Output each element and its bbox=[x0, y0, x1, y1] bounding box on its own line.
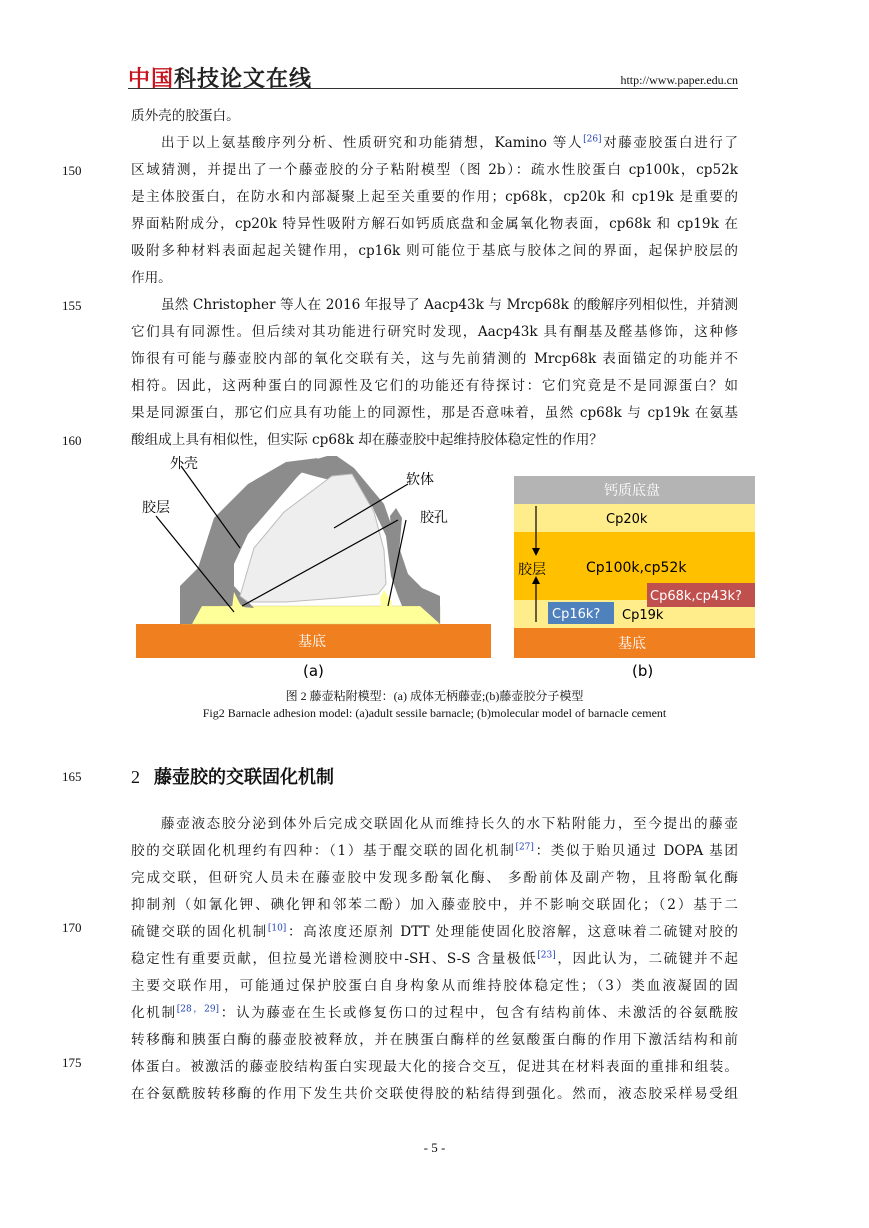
citation[interactable]: [23] bbox=[537, 950, 556, 961]
text-line: 在谷氨酰胺转移酶的作用下发生共价交联使得胶的粘结得到强化。然而，液态胶采样易受组 bbox=[131, 1086, 738, 1102]
header-url[interactable]: http://www.paper.edu.cn bbox=[620, 73, 738, 87]
line-number: 155 bbox=[62, 298, 82, 313]
text-line: 质外壳的胶蛋白。 bbox=[131, 108, 240, 124]
text-line: 稳定性有重要贡献，但拉曼光谱检测胶中-SH、S-S 含量极低[23]，因此认为，二硫键并不起 bbox=[131, 950, 739, 967]
label-soft-body: 软体 bbox=[406, 472, 434, 488]
text-line: 藤壶液态胶分泌到体外后完成交联固化从而维持长久的水下粘附能力，至今提出的藤壶 bbox=[161, 816, 738, 832]
text-line: 酸组成上具有相似性，但实际 cp68k 却在藤壶胶中起维持胶体稳定性的作用？ bbox=[131, 432, 603, 448]
citation[interactable]: [26] bbox=[583, 134, 602, 145]
label-cp16k: Cp16k? bbox=[552, 607, 601, 622]
line-number: 175 bbox=[62, 1055, 82, 1070]
text-line: 抑制剂（如氰化钾、碘化钾和邻苯二酚）加入藤壶胶中，并不影响交联固化；（2）基于二 bbox=[131, 897, 738, 913]
label-glue-pore: 胶孔 bbox=[420, 510, 448, 526]
section-number: 2 bbox=[131, 767, 140, 787]
label-glue-layer-b: 胶层 bbox=[518, 562, 546, 578]
figure-caption-en: Fig2 Barnacle adhesion model: (a)adult sessile barnacle; (b)molecular model of barnacle cement bbox=[202, 706, 667, 720]
text-line: 完成交联，但研究人员未在藤壶胶中发现多酚氧化酶、 多酚前体及副产物，且将酚氧化酶 bbox=[131, 870, 738, 886]
figure-2 bbox=[136, 456, 756, 681]
text-line: 它们具有同源性。但后续对其功能进行研究时发现，Aacp43k 具有酮基及醛基修饰，这种修 bbox=[131, 324, 738, 340]
text-line: 胶的交联固化机理约有四种：（1）基于醌交联的固化机制[27]：类似于贻贝通过 DOPA 基团 bbox=[131, 842, 738, 859]
text-line: 是主体胶蛋白，在防水和内部凝聚上起至关重要的作用；cp68k，cp20k 和 cp19k 是重要的 bbox=[131, 189, 738, 205]
label-cp20k: Cp20k bbox=[606, 512, 648, 527]
line-number: 150 bbox=[62, 163, 82, 178]
label-cp100k: Cp100k,cp52k bbox=[586, 560, 687, 576]
label-substrate-a: 基底 bbox=[298, 634, 326, 650]
header-rule bbox=[128, 88, 738, 89]
label-cp19k: Cp19k bbox=[622, 608, 664, 623]
text-line: 饰很有可能与藤壶胶内部的氧化交联有关，这与先前猜测的 Mrcp68k 表面锚定的功能并不 bbox=[131, 351, 738, 367]
citation[interactable]: [28，29] bbox=[176, 1004, 220, 1015]
text-line: 化机制[28，29]：认为藤壶在生长或修复伤口的过程中，包含有结构前体、未激活的谷氨酰胺 bbox=[131, 1004, 738, 1021]
glue-layer-a bbox=[182, 606, 440, 624]
line-number: 170 bbox=[62, 920, 82, 935]
line-number: 160 bbox=[62, 433, 82, 448]
panel-b-label: (b) bbox=[632, 662, 654, 680]
text-line: 主要交联作用，可能通过保护胶蛋白自身构象从而维持胶体稳定性；（3）类血液凝固的固 bbox=[131, 978, 738, 994]
section-heading bbox=[131, 763, 334, 789]
panel-a bbox=[136, 456, 491, 680]
label-cp68k: Cp68k,cp43k? bbox=[650, 589, 742, 604]
label-base-plate: 钙质底盘 bbox=[604, 483, 660, 499]
text-line: 作用。 bbox=[131, 270, 172, 286]
logo-text: 科技论文在线 bbox=[174, 67, 313, 92]
section-title: 藤壶胶的交联固化机制 bbox=[154, 767, 334, 788]
panel-b bbox=[514, 476, 755, 680]
text-line: 界面粘附成分，cp20k 特异性吸附方解石如钙质底盘和金属氧化物表面，cp68k 和 cp19k 在 bbox=[131, 216, 738, 232]
citation[interactable]: [10] bbox=[267, 923, 287, 934]
text-line: 体蛋白。被激活的藤壶胶结构蛋白实现最大化的接合交互，促进其在材料表面的重排和组装。 bbox=[131, 1059, 738, 1075]
label-substrate-b: 基底 bbox=[618, 636, 646, 652]
text-line: 果是同源蛋白，那它们应具有功能上的同源性，那是否意味着，虽然 cp68k 与 cp19k 在氨基 bbox=[131, 405, 738, 421]
line-number: 165 bbox=[62, 769, 82, 784]
text-line: 吸附多种材料表面起起关键作用，cp16k 则可能位于基底与胶体之间的界面，起保护胶层的 bbox=[131, 243, 738, 259]
text-line: 相符。因此，这两种蛋白的同源性及它们的功能还有待探讨：它们究竟是不是同源蛋白？如 bbox=[131, 378, 738, 394]
text-line: 转移酶和胰蛋白酶的藤壶胶被释放，并在胰蛋白酶样的丝氨酸蛋白酶的作用下激活结构和前 bbox=[131, 1032, 738, 1048]
page-number: - 5 - bbox=[423, 1140, 446, 1155]
logo-red-text: 中国 bbox=[128, 67, 175, 92]
text-line: 出于以上氨基酸序列分析、性质研究和功能猜想，Kamino 等人[26]对藤壶胶蛋白进行了 bbox=[161, 134, 738, 151]
label-shell: 外壳 bbox=[170, 456, 198, 472]
citation[interactable]: [27] bbox=[515, 842, 534, 853]
figure-caption-cn: 图 2 藤壶粘附模型：(a) 成体无柄藤壶;(b)藤壶胶分子模型 bbox=[285, 689, 584, 703]
text-line: 区域猜测，并提出了一个藤壶胶的分子粘附模型（图 2b）：疏水性胶蛋白 cp100k，cp52k bbox=[131, 162, 738, 178]
label-glue-layer-a: 胶层 bbox=[142, 500, 170, 516]
text-line: 硫键交联的固化机制[10]：高浓度还原剂 DTT 处理能使固化胶溶解，这意味着二硫键对胶的 bbox=[131, 923, 738, 940]
text-line: 虽然 Christopher 等人在 2016 年报导了 Aacp43k 与 Mrcp68k 的酸解序列相似性，并猜测 bbox=[161, 297, 738, 313]
panel-a-label: (a) bbox=[303, 662, 324, 680]
